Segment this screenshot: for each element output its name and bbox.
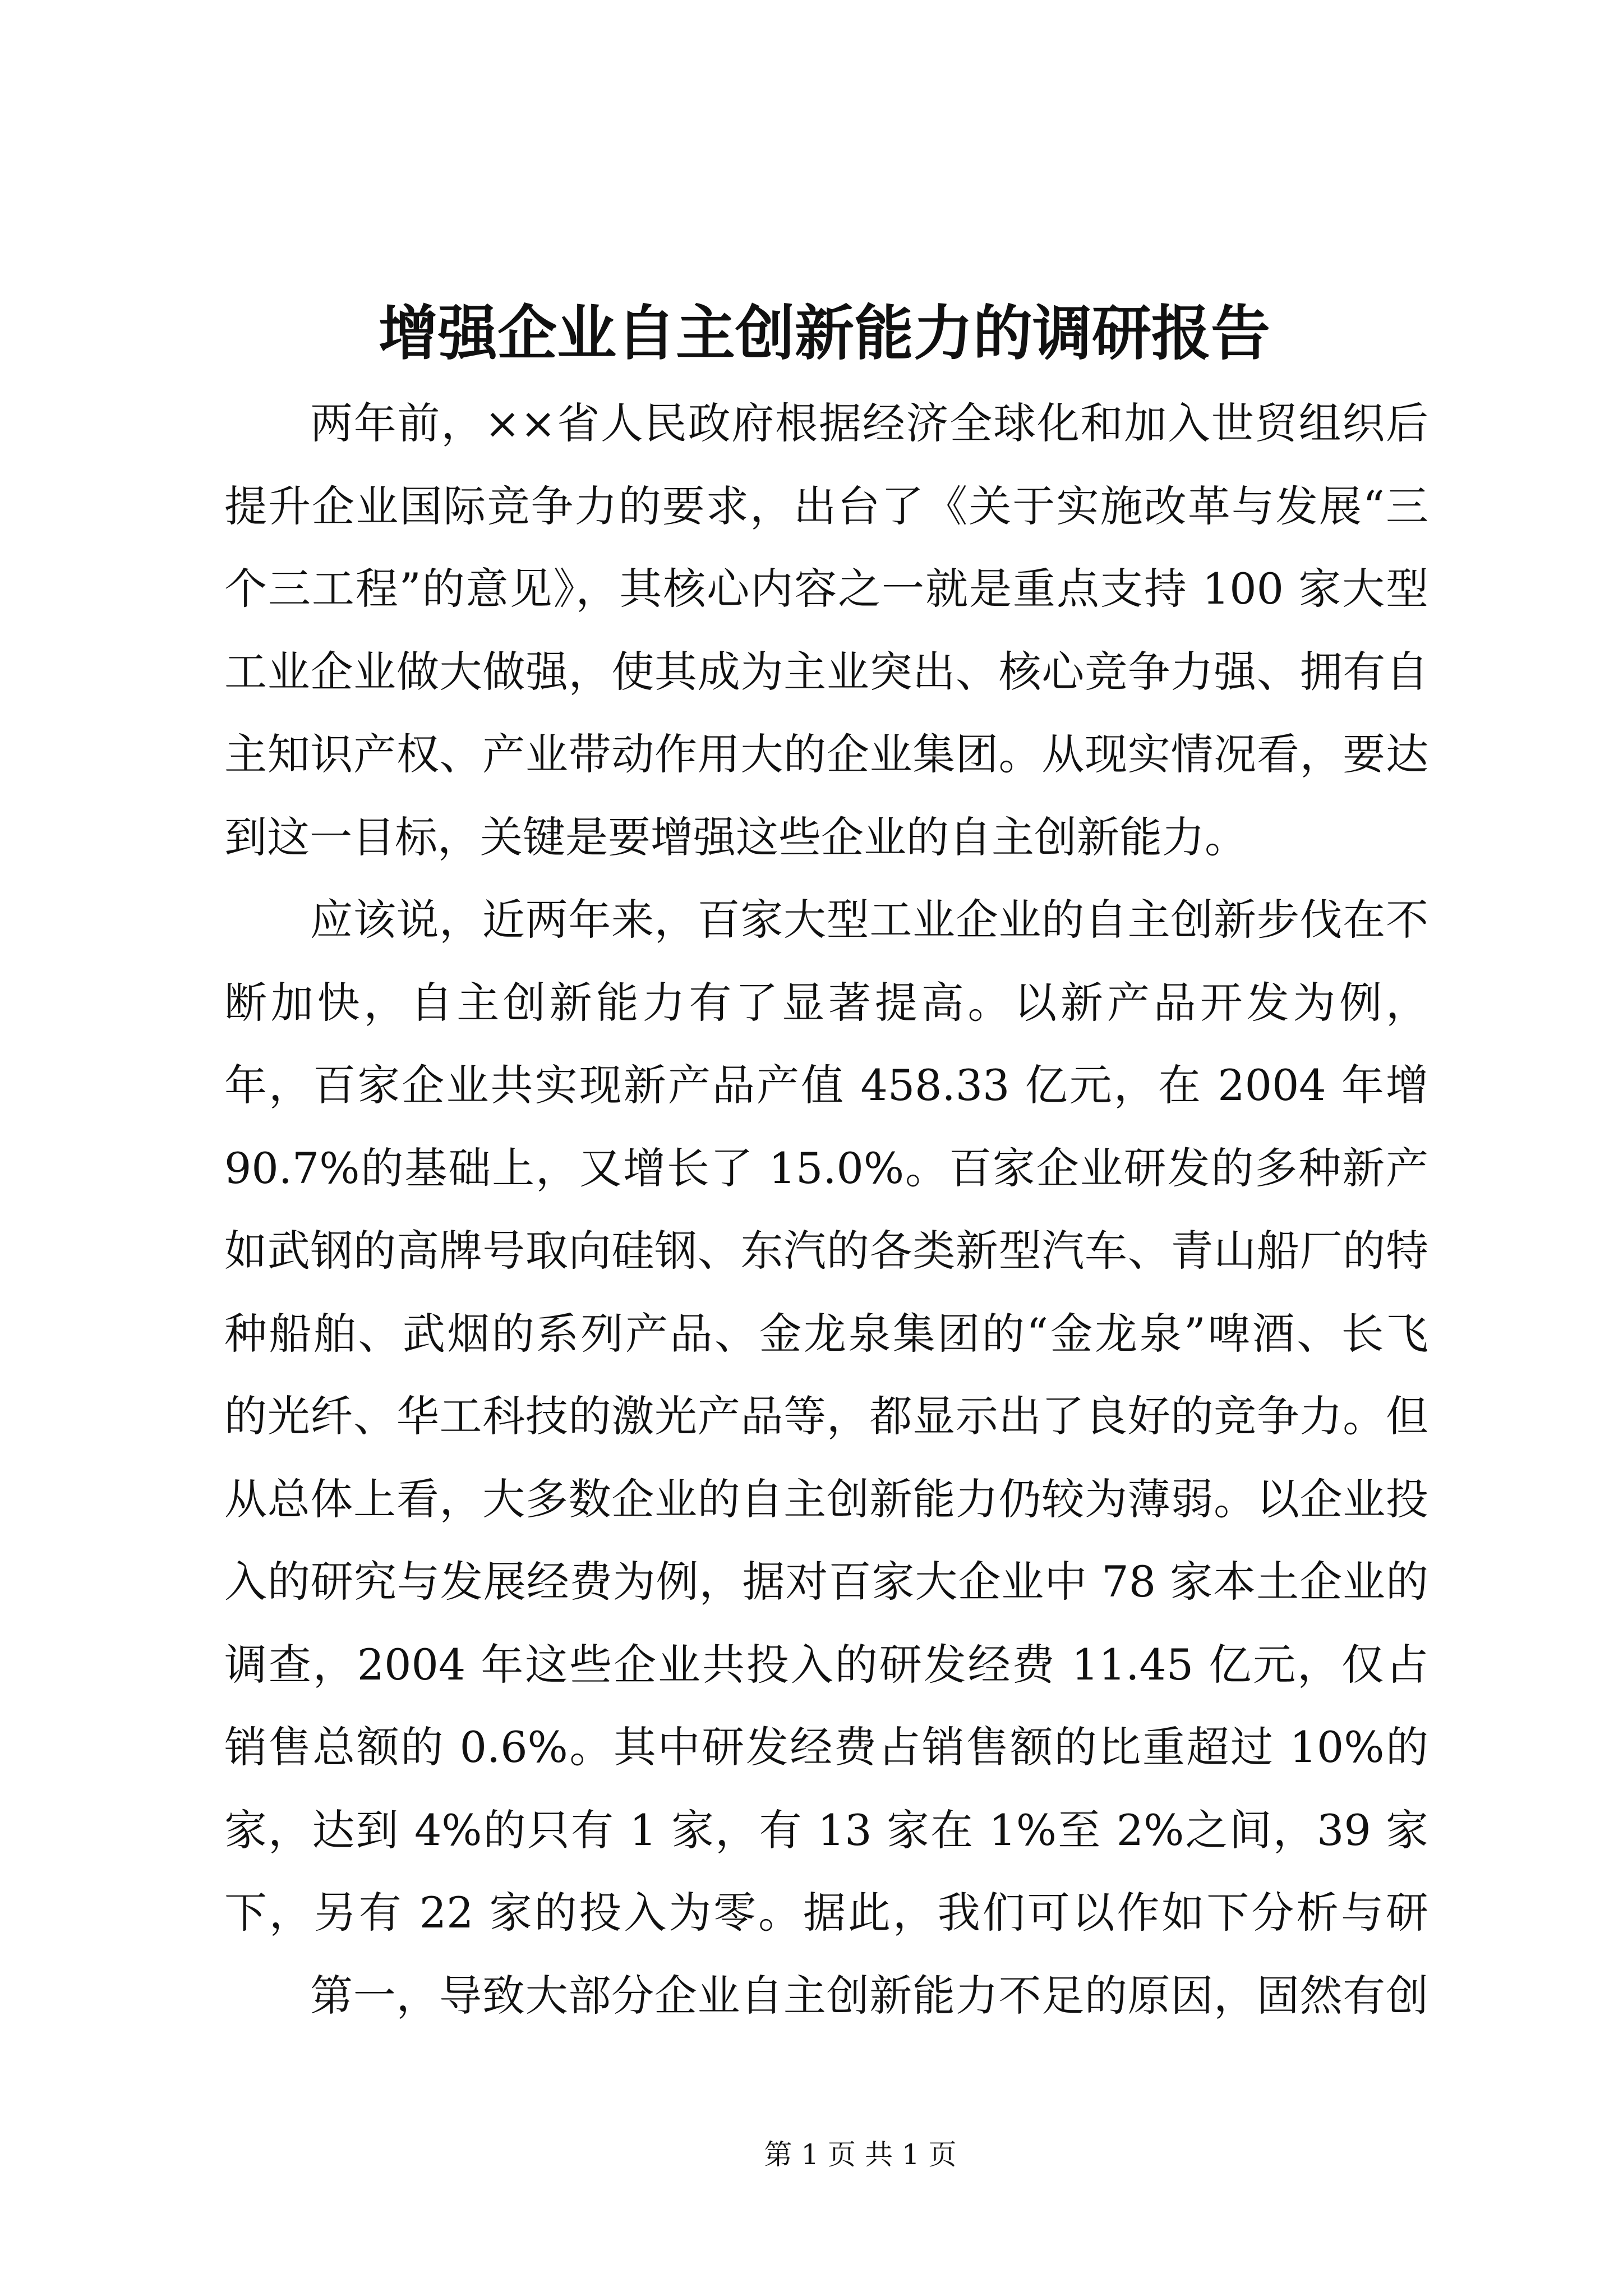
body-line: 的光纤、华工科技的激光产品等，都显示出了良好的竞争力。但	[224, 1391, 1428, 1441]
body-line: 销售总额的 0.6%。其中研发经费占销售额的比重超过 10%的	[224, 1722, 1428, 1772]
body-line: 如武钢的高牌号取向硅钢、东汽的各类新型汽车、青山船厂的特	[224, 1226, 1428, 1276]
document-title: 增强企业自主创新能力的调研报告	[379, 300, 1270, 367]
page-number-footer: 第 1 页 共 1 页	[764, 2138, 957, 2171]
paragraph-1	[224, 382, 1428, 878]
body-line: 从总体上看，大多数企业的自主创新能力仍较为薄弱。以企业投	[224, 1474, 1428, 1524]
body-line: 断加快，自主创新能力有了显著提高。以新产品开发为例，	[224, 977, 1428, 1028]
document-body	[224, 382, 1428, 2037]
body-line: 主知识产权、产业带动作用大的企业集团。从现实情况看，要达	[224, 729, 1428, 779]
body-line: 个三工程”的意见》，其核心内容之一就是重点支持 100 家大型	[224, 564, 1428, 614]
body-line: 90.7%的基础上，又增长了 15.0%。百家企业研发的多种新产	[224, 1143, 1428, 1193]
body-line: 两年前，××省人民政府根据经济全球化和加入世贸组织后	[310, 398, 1428, 448]
body-line: 工业企业做大做强，使其成为主业突出、核心竞争力强、拥有自	[224, 646, 1428, 697]
body-line: 下，另有 22 家的投入为零。据此，我们可以作如下分析与研	[224, 1888, 1428, 1938]
body-line: 应该说，近两年来，百家大型工业企业的自主创新步伐在不	[310, 895, 1428, 945]
body-line: 调查，2004 年这些企业共投入的研发经费 11.45 亿元，仅占	[224, 1639, 1428, 1690]
body-line: 到这一目标，关键是要增强这些企业的自主创新能力。	[224, 812, 1247, 862]
body-line: 第一，导致大部分企业自主创新能力不足的原因，固然有创	[310, 1970, 1428, 2021]
body-line: 提升企业国际竞争力的要求，出台了《关于实施改革与发展“三	[224, 481, 1428, 531]
paragraph-3	[224, 1954, 1428, 2037]
paragraph-2	[224, 878, 1428, 1954]
body-line: 种船舶、武烟的系列产品、金龙泉集团的“金龙泉”啤酒、长飞	[224, 1308, 1428, 1359]
body-line: 家，达到 4%的只有 1 家，有 13 家在 1%至 2%之间，39 家	[224, 1805, 1428, 1855]
body-line: 入的研究与发展经费为例，据对百家大企业中 78 家本土企业的	[224, 1557, 1428, 1607]
body-line: 年，百家企业共实现新产品产值 458.33 亿元，在 2004 年增	[224, 1060, 1428, 1110]
